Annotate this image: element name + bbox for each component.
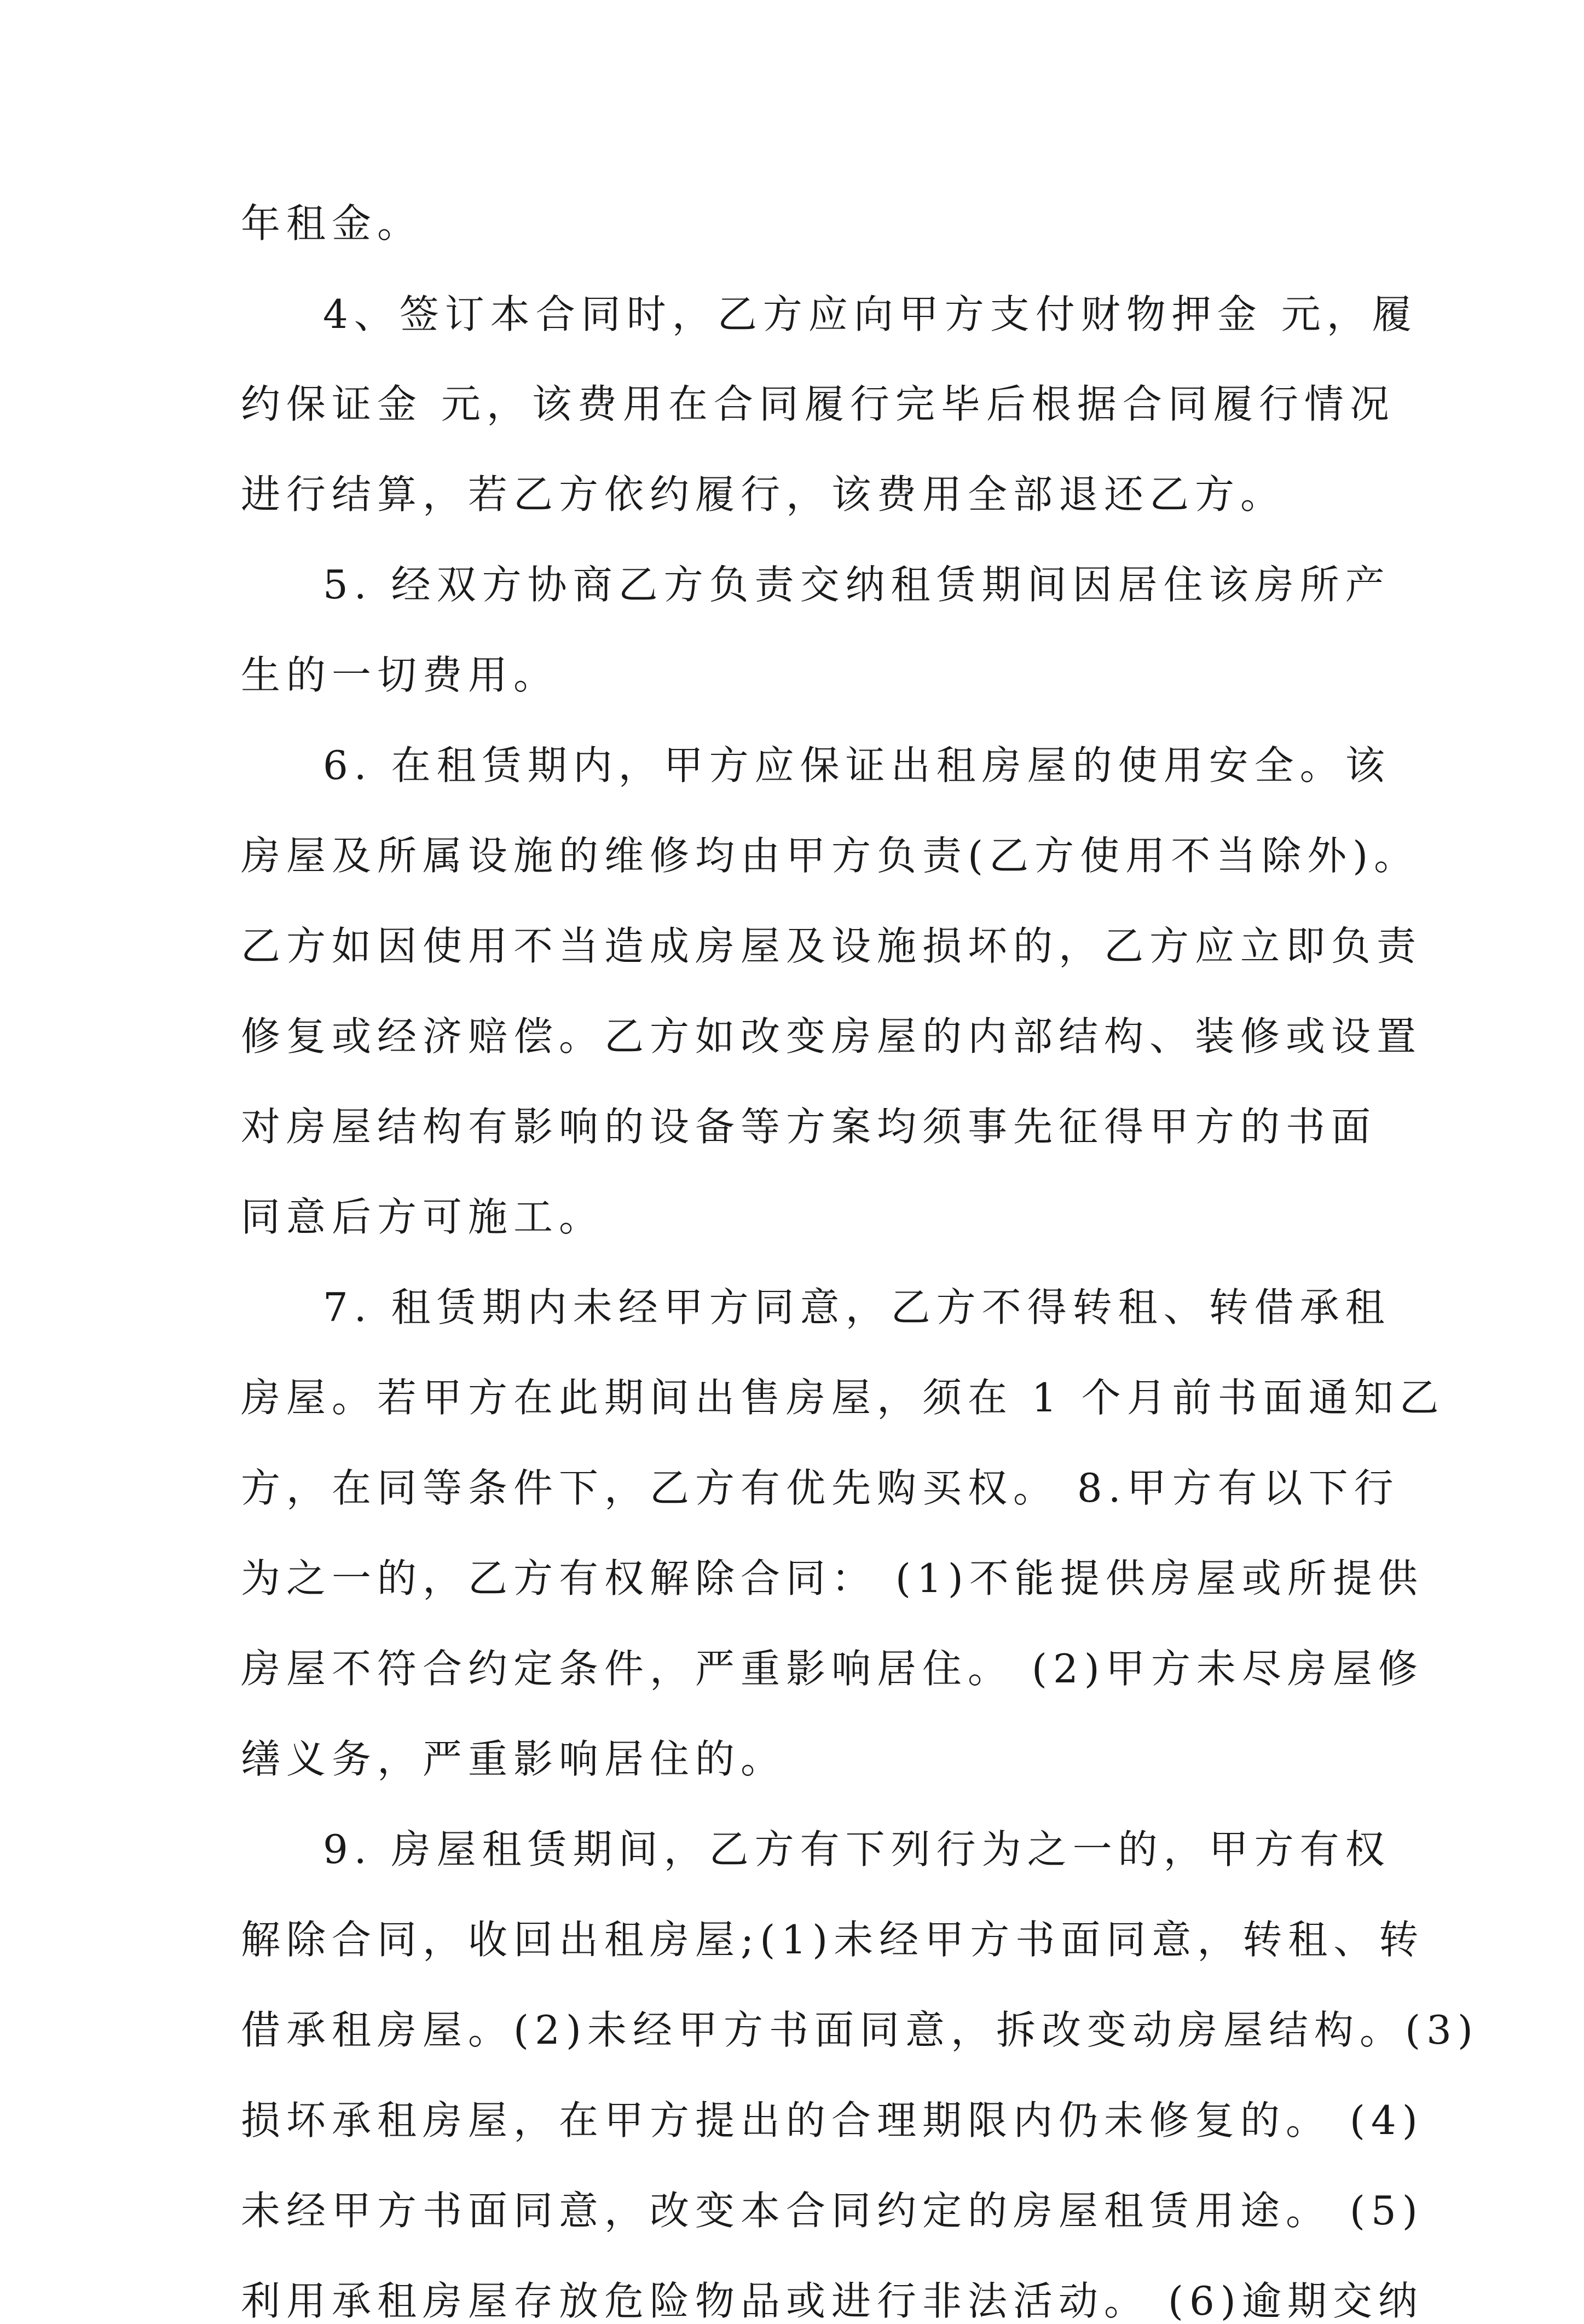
text-line: 未经甲方书面同意，改变本合同约定的房屋租赁用途。 (5)	[241, 2188, 1424, 2234]
text-line: 生的一切费用。	[241, 652, 559, 698]
text-line: 房屋及所属设施的维修均由甲方负责(乙方使用不当除外)。	[241, 833, 1420, 879]
text-line: 同意后方可施工。	[241, 1194, 605, 1240]
text-line: 乙方如因使用不当造成房屋及设施损坏的，乙方应立即负责	[241, 923, 1423, 969]
text-line: 4、签订本合同时，乙方应向甲方支付财物押金 元，履	[323, 291, 1418, 337]
text-line: 年租金。	[241, 200, 423, 246]
text-line: 房屋不符合约定条件，严重影响居住。 (2)甲方未尽房屋修	[241, 1646, 1424, 1692]
text-line: 方，在同等条件下，乙方有优先购买权。 8.甲方有以下行	[241, 1465, 1400, 1511]
text-line: 缮义务，严重影响居住的。	[241, 1736, 787, 1782]
text-line: 为之一的，乙方有权解除合同： (1)不能提供房屋或所提供	[241, 1555, 1424, 1601]
text-line: 房屋。若甲方在此期间出售房屋，须在 1 个月前书面通知乙	[241, 1375, 1445, 1421]
text-line: 解除合同，收回出租房屋;(1)未经甲方书面同意，转租、转	[241, 1917, 1425, 1963]
text-line: 修复或经济赔偿。乙方如改变房屋的内部结构、装修或设置	[241, 1013, 1423, 1059]
text-line: 约保证金 元，该费用在合同履行完毕后根据合同履行情况	[241, 381, 1395, 427]
text-line: 借承租房屋。(2)未经甲方书面同意，拆改变动房屋结构。(3)	[241, 2007, 1479, 2053]
text-line: 对房屋结构有影响的设备等方案均须事先征得甲方的书面	[241, 1104, 1377, 1150]
text-line: 利用承租房屋存放危险物品或进行非法活动。 (6)逾期交纳	[241, 2278, 1424, 2324]
text-line: 7. 租赁期内未经甲方同意，乙方不得转租、转借承租	[323, 1284, 1391, 1330]
text-line: 进行结算，若乙方依约履行，该费用全部退还乙方。	[241, 471, 1286, 517]
text-line: 5. 经双方协商乙方负责交纳租赁期间因居住该房所产	[323, 562, 1391, 608]
text-line: 6. 在租赁期内，甲方应保证出租房屋的使用安全。该	[323, 742, 1391, 788]
text-line: 9. 房屋租赁期间，乙方有下列行为之一的，甲方有权	[323, 1826, 1391, 1872]
text-line: 损坏承租房屋，在甲方提出的合理期限内仍未修复的。 (4)	[241, 2097, 1424, 2143]
